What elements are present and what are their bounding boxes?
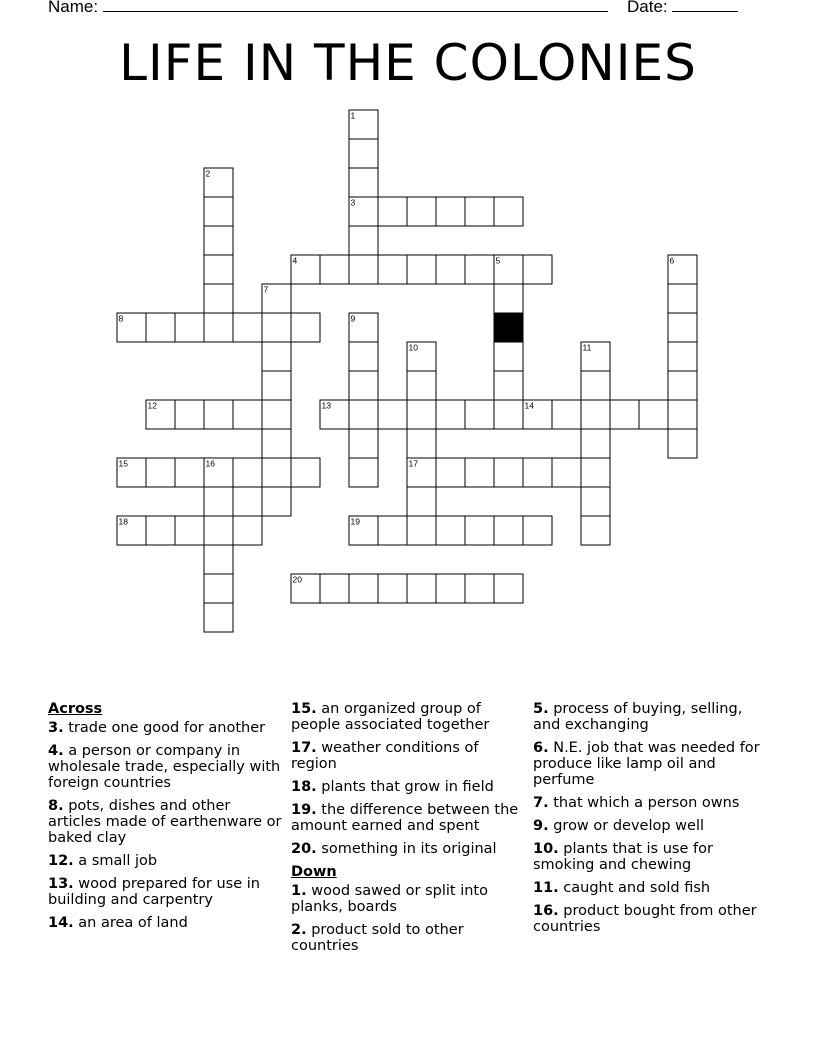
grid-cell[interactable] <box>291 458 320 487</box>
grid-cell[interactable] <box>465 574 494 603</box>
clue-item <box>533 701 769 733</box>
clue-item <box>533 795 769 811</box>
grid-cell[interactable] <box>581 458 610 487</box>
clue-number: 19. <box>291 802 317 818</box>
grid-cell[interactable] <box>262 458 291 487</box>
clue-number: 16. <box>533 903 559 919</box>
grid-cell[interactable] <box>146 313 175 342</box>
grid-cell[interactable] <box>320 574 349 603</box>
grid-cell[interactable] <box>581 400 610 429</box>
grid-cell[interactable] <box>668 342 697 371</box>
black-cell <box>494 313 523 342</box>
grid-cell[interactable] <box>175 400 204 429</box>
clue-number: 1. <box>291 883 307 899</box>
grid-cell[interactable] <box>204 487 233 516</box>
cell-number: 12 <box>147 400 157 411</box>
clue-text: something in its original <box>316 841 497 857</box>
clue-text: that which a person owns <box>548 795 740 811</box>
grid-cell[interactable] <box>175 313 204 342</box>
grid-cell[interactable] <box>436 255 465 284</box>
clue-item <box>48 743 284 791</box>
clue-number: 17. <box>291 740 317 756</box>
cell-number: 1 <box>350 110 356 121</box>
clue-item <box>291 779 523 795</box>
cell-number: 7 <box>263 284 269 295</box>
grid-cell[interactable] <box>407 255 436 284</box>
grid-cell[interactable] <box>581 429 610 458</box>
clue-section-heading: Down <box>291 864 337 880</box>
cell-number: 8 <box>118 313 124 324</box>
grid-cell[interactable] <box>552 458 581 487</box>
clue-item <box>291 740 523 772</box>
clue-item <box>533 880 769 896</box>
grid-cell[interactable] <box>378 197 407 226</box>
clue-text: a person or company in wholesale trade, especially with foreign countries <box>48 743 281 791</box>
clue-number: 6. <box>533 740 549 756</box>
grid-cell[interactable] <box>349 226 378 255</box>
grid-cell[interactable] <box>581 487 610 516</box>
grid-cell[interactable] <box>349 255 378 284</box>
clue-column-1 <box>48 701 284 938</box>
grid-cell[interactable] <box>494 458 523 487</box>
clue-number: 4. <box>48 743 64 759</box>
grid-cell[interactable] <box>146 458 175 487</box>
grid-cell[interactable] <box>581 371 610 400</box>
clue-number: 13. <box>48 876 74 892</box>
clue-number: 12. <box>48 853 74 869</box>
clue-item <box>48 798 284 846</box>
grid-cell[interactable] <box>668 400 697 429</box>
grid-cell[interactable] <box>465 458 494 487</box>
clue-item <box>48 876 284 908</box>
grid-cell[interactable] <box>349 371 378 400</box>
grid-cell[interactable] <box>494 284 523 313</box>
grid-cell[interactable] <box>146 516 175 545</box>
clue-number: 8. <box>48 798 64 814</box>
grid-cell[interactable] <box>407 429 436 458</box>
clue-item <box>533 740 769 788</box>
grid-cell[interactable] <box>639 400 668 429</box>
grid-cell[interactable] <box>494 574 523 603</box>
grid-cell[interactable] <box>262 313 291 342</box>
clue-number: 11. <box>533 880 559 896</box>
grid-cell[interactable] <box>262 400 291 429</box>
grid-cell[interactable] <box>233 400 262 429</box>
grid-cell[interactable] <box>494 371 523 400</box>
grid-cell[interactable] <box>204 197 233 226</box>
clue-item <box>48 720 284 736</box>
grid-cell[interactable] <box>523 255 552 284</box>
grid-cell[interactable] <box>262 371 291 400</box>
grid-cell[interactable] <box>436 458 465 487</box>
grid-cell[interactable] <box>204 255 233 284</box>
clue-number: 5. <box>533 701 549 717</box>
cell-number: 16 <box>205 458 215 469</box>
cell-number: 14 <box>524 400 534 411</box>
clue-item <box>48 915 284 931</box>
grid-cell[interactable] <box>320 255 349 284</box>
grid-cell[interactable] <box>668 284 697 313</box>
grid-cell[interactable] <box>349 458 378 487</box>
clue-item <box>533 841 769 873</box>
clue-text: caught and sold fish <box>558 880 711 896</box>
grid-cell[interactable] <box>494 516 523 545</box>
cell-number: 15 <box>118 458 128 469</box>
grid-cell[interactable] <box>204 400 233 429</box>
clue-item <box>533 818 769 834</box>
grid-cell[interactable] <box>349 342 378 371</box>
grid-cell[interactable] <box>204 574 233 603</box>
grid-cell[interactable] <box>436 516 465 545</box>
grid-cell[interactable] <box>175 458 204 487</box>
cell-number: 18 <box>118 516 128 527</box>
grid-cell[interactable] <box>349 139 378 168</box>
clue-text: product sold to other countries <box>291 922 464 954</box>
grid-cell[interactable] <box>175 516 204 545</box>
grid-cell[interactable] <box>349 574 378 603</box>
grid-cell[interactable] <box>407 400 436 429</box>
grid-cell[interactable] <box>233 313 262 342</box>
clue-text: N.E. job that was needed for produce like lamp oil and perfume <box>533 740 760 788</box>
clue-number: 15. <box>291 701 317 717</box>
clue-number: 18. <box>291 779 317 795</box>
grid-cell[interactable] <box>436 400 465 429</box>
grid-cell[interactable] <box>523 516 552 545</box>
grid-cell[interactable] <box>610 400 639 429</box>
clue-item <box>291 802 523 834</box>
cell-number: 11 <box>582 342 592 353</box>
clue-text: wood prepared for use in building and carpentry <box>48 876 260 908</box>
grid-cell[interactable] <box>204 284 233 313</box>
clue-text: plants that is use for smoking and chewing <box>533 841 713 873</box>
clue-item <box>291 701 523 733</box>
grid-cell[interactable] <box>349 429 378 458</box>
grid-cell[interactable] <box>204 603 233 632</box>
grid-cell[interactable] <box>465 400 494 429</box>
grid-cell[interactable] <box>407 197 436 226</box>
clue-text: the difference between the amount earned and spent <box>291 802 519 834</box>
grid-cell[interactable] <box>494 400 523 429</box>
clue-number: 2. <box>291 922 307 938</box>
cell-number: 2 <box>205 168 211 179</box>
grid-cell[interactable] <box>378 255 407 284</box>
clue-column-3 <box>533 701 769 942</box>
clue-item <box>291 922 523 954</box>
grid-cell[interactable] <box>349 400 378 429</box>
grid-cell[interactable] <box>581 516 610 545</box>
grid-cell[interactable] <box>378 400 407 429</box>
grid-cell[interactable] <box>233 458 262 487</box>
clue-text: wood sawed or split into planks, boards <box>291 883 488 915</box>
grid-cell[interactable] <box>465 255 494 284</box>
grid-cell[interactable] <box>407 487 436 516</box>
clue-column-2 <box>291 701 523 961</box>
clue-text: a small job <box>73 853 158 869</box>
grid-cell[interactable] <box>407 516 436 545</box>
grid-cell[interactable] <box>378 574 407 603</box>
grid-cell[interactable] <box>233 516 262 545</box>
clue-number: 7. <box>533 795 549 811</box>
grid-cell[interactable] <box>378 516 407 545</box>
clue-text: an area of land <box>73 915 188 931</box>
cell-number: 4 <box>292 255 298 266</box>
grid-cell[interactable] <box>436 197 465 226</box>
grid-cell[interactable] <box>204 226 233 255</box>
clue-number: 10. <box>533 841 559 857</box>
clue-item <box>291 841 523 857</box>
grid-cell[interactable] <box>668 429 697 458</box>
clue-text: an organized group of people associated together <box>291 701 490 733</box>
clue-number: 14. <box>48 915 74 931</box>
grid-cell[interactable] <box>262 487 291 516</box>
grid-cell[interactable] <box>291 313 320 342</box>
grid-cell[interactable] <box>494 197 523 226</box>
cell-number: 9 <box>350 313 356 324</box>
grid-cell[interactable] <box>407 371 436 400</box>
page-title: LIFE IN THE COLONIES <box>119 34 697 92</box>
clue-item <box>48 853 284 869</box>
cell-number: 6 <box>669 255 675 266</box>
grid-cell[interactable] <box>668 371 697 400</box>
grid-cell[interactable] <box>204 516 233 545</box>
name-label: Name: <box>48 0 99 16</box>
cell-number: 13 <box>321 400 331 411</box>
grid-cell[interactable] <box>465 516 494 545</box>
clue-text: process of buying, selling, and exchanging <box>533 701 743 733</box>
clue-item <box>291 883 523 915</box>
grid-cell[interactable] <box>349 168 378 197</box>
clue-number: 9. <box>533 818 549 834</box>
clue-text: trade one good for another <box>63 720 266 736</box>
cell-number: 3 <box>350 197 356 208</box>
grid-cell[interactable] <box>262 429 291 458</box>
clue-text: plants that grow in field <box>316 779 494 795</box>
clue-item <box>533 903 769 935</box>
cell-number: 10 <box>408 342 418 353</box>
clue-text: product bought from other countries <box>533 903 757 935</box>
grid-cell[interactable] <box>494 342 523 371</box>
cell-number: 20 <box>292 574 302 585</box>
grid-cell[interactable] <box>262 342 291 371</box>
clue-text: weather conditions of region <box>291 740 479 772</box>
grid-cell[interactable] <box>523 458 552 487</box>
cell-number: 5 <box>495 255 501 266</box>
clue-section-heading: Across <box>48 701 103 717</box>
grid-cell[interactable] <box>204 545 233 574</box>
grid-cell[interactable] <box>204 313 233 342</box>
grid-cell[interactable] <box>465 197 494 226</box>
clue-number: 20. <box>291 841 317 857</box>
clue-text: grow or develop well <box>548 818 705 834</box>
clue-text: pots, dishes and other articles made of earthenware or baked clay <box>48 798 282 846</box>
date-label: Date: <box>627 0 668 16</box>
grid-cell[interactable] <box>407 574 436 603</box>
cell-number: 17 <box>408 458 418 469</box>
grid-cell[interactable] <box>552 400 581 429</box>
grid-cell[interactable] <box>668 313 697 342</box>
clue-number: 3. <box>48 720 64 736</box>
grid-cell[interactable] <box>436 574 465 603</box>
cell-number: 19 <box>350 516 360 527</box>
